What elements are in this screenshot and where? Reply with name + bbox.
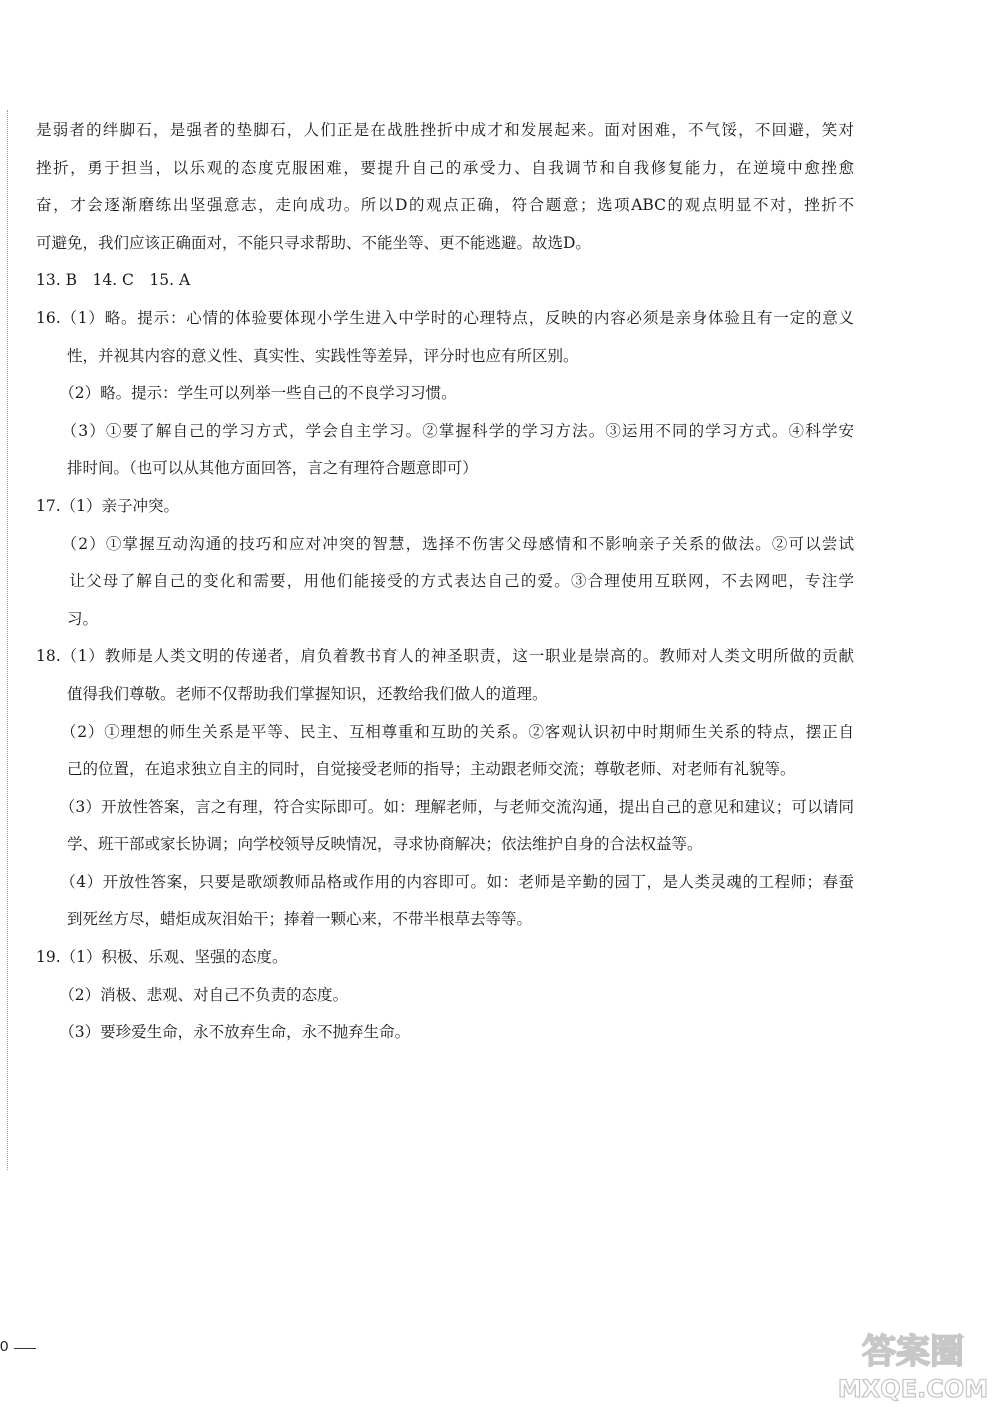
text-line: 己的位置，在追求独立自主的同时，自觉接受老师的指导；主动跟老师交流；尊敬老师、对老师有礼貌等。 (36, 760, 796, 779)
text-line: （3）①要了解自己的学习方式，学会自主学习。②掌握科学的学习方法。③运用不同的学习方式。④科学安 (36, 421, 854, 440)
watermark-logo-text: 答案圈 (862, 1332, 964, 1372)
text-line: 学、班干部或家长协调；向学校领导反映情况，寻求协商解决；依法维护自身的合法权益等。 (36, 835, 703, 854)
text-line: （2）①理想的师生关系是平等、民主、互相尊重和互助的关系。②客观认识初中时期师生关系的特点，摆正自 (36, 722, 854, 741)
text-line: 值得我们尊敬。老师不仅帮助我们掌握知识，还教给我们做人的道理。 (36, 684, 548, 703)
page-number-dash (14, 1348, 36, 1349)
text-line: 17.（1）亲子冲突。 (36, 496, 180, 515)
text-line: （2）略。提示：学生可以列举一些自己的不良学习习惯。 (36, 384, 457, 403)
text-line: 16.（1）略。提示：心情的体验要体现小学生进入中学时的心理特点，反映的内容必须是亲身体验且有一定的意义 (36, 308, 854, 327)
text-line: 可避免，我们应该正确面对，不能只寻求帮助、不能坐等、更不能逃避。故选D。 (36, 233, 591, 252)
text-line: 挫折，勇于担当，以乐观的态度克服困难，要提升自己的承受力、自我调节和自我修复能力，在逆境中愈挫愈 (36, 158, 854, 177)
text-line: 13. B 14. C 15. A (36, 271, 191, 290)
watermark-logo (838, 1323, 988, 1405)
text-line: 让父母了解自己的变化和需要，用他们能接受的方式表达自己的爱。③合理使用互联网，不去网吧，专注学 (36, 572, 854, 591)
text-line: （3）要珍爱生命，永不放弃生命，永不抛弃生命。 (36, 1023, 411, 1042)
text-line: 是弱者的绊脚石，是强者的垫脚石，人们正是在战胜挫折中成才和发展起来。面对困难，不气馁，不回避，笑对 (36, 121, 854, 139)
margin-dotted-line (7, 110, 8, 1170)
text-line: （2）①掌握互动沟通的技巧和应对冲突的智慧，选择不伤害父母感情和不影响亲子关系的做法。②可以尝试 (36, 534, 854, 553)
text-line: 18.（1）教师是人类文明的传递者，肩负着教书育人的神圣职责，这一职业是崇高的。教师对人类文明所做的贡献 (36, 647, 854, 666)
text-line: 19.（1）积极、乐观、坚强的态度。 (36, 948, 288, 967)
answer-text-block (36, 112, 854, 1052)
text-line: 习。 (36, 609, 99, 628)
text-line: （4）开放性答案，只要是歌颂教师品格或作用的内容即可。如：老师是辛勤的园丁，是人类灵魂的工程师；春蚕 (36, 872, 854, 891)
text-line: （2）消极、悲观、对自己不负责的态度。 (36, 985, 349, 1004)
text-line: 性，并视其内容的意义性、真实性、实践性等差异，评分时也应有所区别。 (36, 346, 579, 365)
watermark-url-text: MXQE.COM (838, 1375, 988, 1403)
text-line: 排时间。（也可以从其他方面回答，言之有理符合题意即可） (36, 459, 478, 478)
text-line: （3）开放性答案，言之有理，符合实际即可。如：理解老师，与老师交流沟通，提出自己的意见和建议；可以请同 (36, 797, 854, 816)
text-line: 到死丝方尽，蜡炬成灰泪始干；捧着一颗心来，不带半根草去等等。 (36, 910, 533, 929)
text-line: 奋，才会逐渐磨练出坚强意志，走向成功。所以D的观点正确，符合题意；选项ABC的观点明显不对，挫折不 (36, 196, 854, 215)
page-number: 0 (0, 1338, 9, 1355)
